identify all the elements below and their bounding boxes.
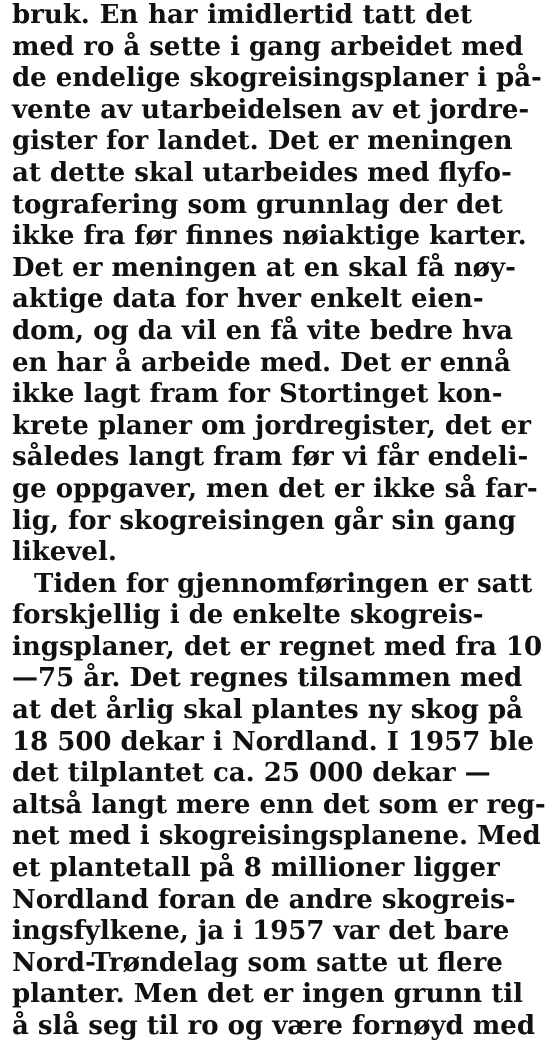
text-line: 18 500 dekar i Nordland. I 1957 ble — [12, 726, 534, 757]
text-line: at det årlig skal plantes ny skog på — [12, 695, 524, 726]
text-line: forskjellig i de enkelte skogreis- — [12, 600, 484, 631]
text-line: —75 år. Det regnes tilsammen med — [12, 663, 523, 694]
text-line: Tiden for gjennomføringen er satt — [34, 568, 533, 599]
text-line: ingsplaner, det er regnet med fra 10 — [12, 631, 543, 662]
text-line: gister for landet. Det er meningen — [12, 126, 513, 157]
text-line: ikke lagt fram for Stortinget kon- — [12, 379, 503, 410]
text-line: at dette skal utarbeides med flyfo- — [12, 157, 512, 188]
text-line: således langt fram før vi får endeli- — [12, 442, 529, 473]
text-line: Det er meningen at en skal få nøy- — [12, 252, 516, 283]
text-line: vente av utarbeidelsen av et jordre- — [12, 94, 530, 125]
text-line: en har å arbeide med. Det er ennå — [12, 347, 511, 378]
text-line: ge oppgaver, men det er ikke så far- — [12, 473, 538, 504]
text-line: dom, og da vil en få vite bedre hva — [12, 315, 513, 346]
text-line: Nordland foran de andre skogreis- — [12, 884, 516, 915]
text-line: Nord-Trøndelag som satte ut flere — [12, 947, 503, 978]
text-line: det tilplantet ca. 25 000 dekar — — [12, 758, 491, 789]
text-line: tografering som grunnlag der det — [12, 189, 503, 220]
text-line: planter. Men det er ingen grunn til — [12, 979, 523, 1010]
text-line: krete planer om jordregister, det er — [12, 410, 531, 441]
text-line: aktige data for hver enkelt eien- — [12, 284, 484, 315]
text-line: net med i skogreisingsplanene. Med — [12, 821, 541, 852]
text-line: ingsfylkene, ja i 1957 var det bare — [12, 916, 510, 947]
text-line: bruk. En har imidlertid tatt det — [12, 0, 472, 30]
paragraph-1 — [12, 0, 542, 569]
text-line: med ro å sette i gang arbeidet med — [12, 31, 524, 62]
text-line: å slå seg til ro og være fornøyd med — [12, 1011, 535, 1041]
text-line: likevel. — [12, 537, 117, 568]
text-line: lig, for skogreisingen går sin gang — [12, 505, 517, 536]
text-line: ikke fra før finnes nøiaktige karter. — [12, 221, 527, 252]
text-line: altså langt mere enn det som er reg- — [12, 789, 546, 820]
text-line: de endelige skogreisingsplaner i på- — [12, 63, 542, 94]
text-line: et plantetall på 8 millioner ligger — [12, 853, 500, 884]
paragraph-2 — [12, 568, 546, 1043]
